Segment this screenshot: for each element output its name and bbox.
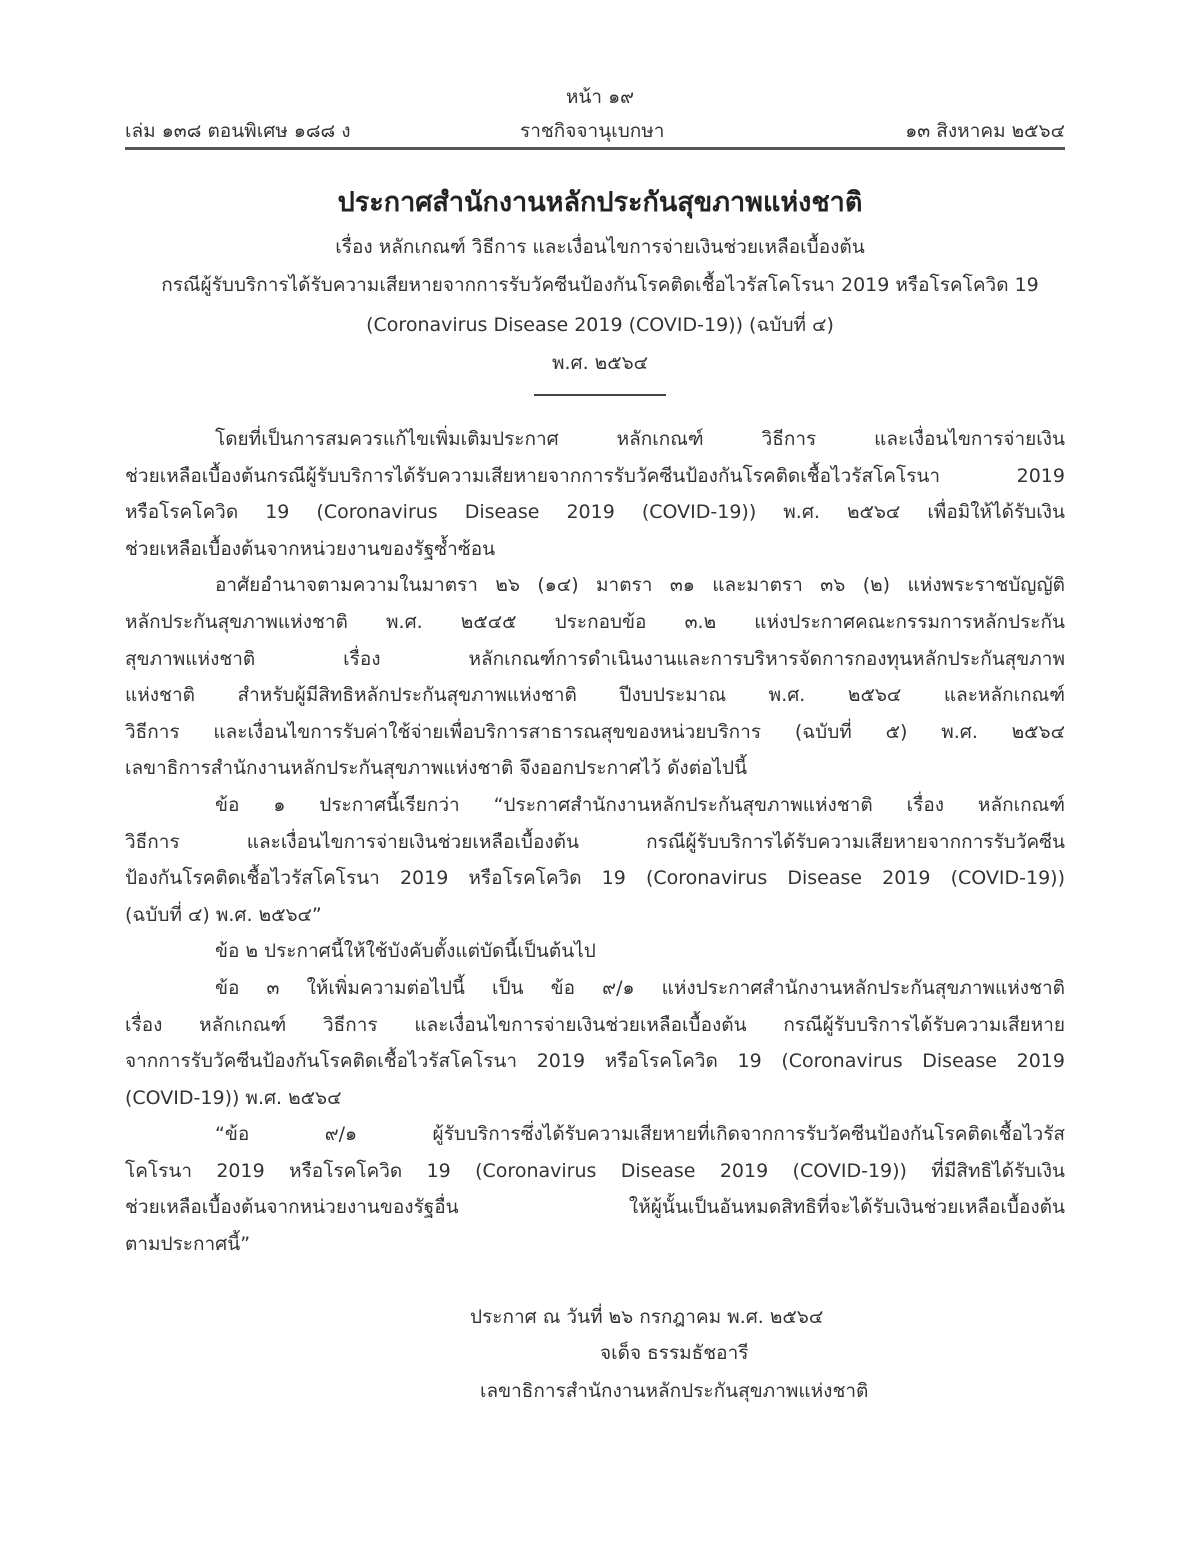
body-line: อาศัยอำนาจตามความในมาตรา ๒๖ (๑๔) มาตรา ๓๑ และมาตรา ๓๖ (๒) แห่งพระราชบัญญัติ xyxy=(215,574,1065,597)
announcement-title: ประกาศสำนักงานหลักประกันสุขภาพแห่งชาติ xyxy=(337,187,863,218)
body-line: วิธีการ และเงื่อนไขการจ่ายเงินช่วยเหลือเบื้องต้น กรณีผู้รับบริการได้รับความเสียหายจากการรับวัคซีน xyxy=(125,830,1065,853)
body-line: สุขภาพแห่งชาติ เรื่อง หลักเกณฑ์การดำเนินงานและการบริหารจัดการกองทุนหลักประกันสุขภาพ xyxy=(125,647,1065,670)
body-line: หรือโรคโควิด 19 (Coronavirus Disease 2019 (COVID-19)) พ.ศ. ๒๕๖๔ เพื่อมิให้ได้รับเงิน xyxy=(125,501,1065,524)
body-line: โดยที่เป็นการสมควรแก้ไขเพิ่มเติมประกาศ หลักเกณฑ์ วิธีการ และเงื่อนไขการจ่ายเงิน xyxy=(215,428,1065,450)
publish-date: ๑๓ สิงหาคม ๒๕๖๔ xyxy=(905,120,1065,142)
body-line: จากการรับวัคซีนป้องกันโรคติดเชื้อไวรัสโคโรนา 2019 หรือโรคโควิด 19 (Coronavirus Disease 2019 xyxy=(125,1050,1065,1073)
signatory-name: จเด็จ ธรรมธัชอารี xyxy=(600,1342,749,1364)
body-line: ป้องกันโรคติดเชื้อไวรัสโคโรนา 2019 หรือโรคโควิด 19 (Coronavirus Disease 2019 (COVID-19)) xyxy=(125,867,1065,890)
subject-line-1: เรื่อง หลักเกณฑ์ วิธีการ และเงื่อนไขการจ่ายเงินช่วยเหลือเบื้องต้น xyxy=(335,236,865,258)
body-line: เลขาธิการสำนักงานหลักประกันสุขภาพแห่งชาติ จึงออกประกาศไว้ ดังต่อไปนี้ xyxy=(125,757,748,780)
body-line: ข้อ ๒ ประกาศนี้ให้ใช้บังคับตั้งแต่บัดนี้เป็นต้นไป xyxy=(215,940,596,963)
body-line: ข้อ ๑ ประกาศนี้เรียกว่า “ประกาศสำนักงานหลักประกันสุขภาพแห่งชาติ เรื่อง หลักเกณฑ์ xyxy=(215,793,1065,816)
title-divider xyxy=(534,394,666,396)
body-line: ช่วยเหลือเบื้องต้นจากหน่วยงานของรัฐซ้ำซ้อน xyxy=(125,537,496,560)
body-line: “ข้อ ๙/๑ ผู้รับบริการซึ่งได้รับความเสียหายที่เกิดจากการรับวัคซีนป้องกันโรคติดเชื้อไวรัส xyxy=(215,1123,1065,1146)
gazette-name: ราชกิจจานุเบกษา xyxy=(520,120,665,142)
body-line: แห่งชาติ สำหรับผู้มีสิทธิหลักประกันสุขภาพแห่งชาติ ปีงบประมาณ พ.ศ. ๒๕๖๔ และหลักเกณฑ์ xyxy=(125,684,1065,707)
volume-info: เล่ม ๑๓๘ ตอนพิเศษ ๑๘๘ ง xyxy=(125,120,351,142)
body-line: หลักประกันสุขภาพแห่งชาติ พ.ศ. ๒๕๔๕ ประกอบข้อ ๓.๒ แห่งประกาศคณะกรรมการหลักประกัน xyxy=(125,610,1065,633)
body-line: ข้อ ๓ ให้เพิ่มความต่อไปนี้ เป็น ข้อ ๙/๑ แห่งประกาศสำนักงานหลักประกันสุขภาพแห่งชาติ xyxy=(215,976,1065,999)
signature-date: ประกาศ ณ วันที่ ๒๖ กรกฎาคม พ.ศ. ๒๕๖๔ xyxy=(470,1306,824,1328)
body-line: ช่วยเหลือเบื้องต้นกรณีผู้รับบริการได้รับความเสียหายจากการรับวัคซีนป้องกันโรคติดเชื้อไวรัสโคโรนา 2019 xyxy=(125,464,1065,487)
body-line: โคโรนา 2019 หรือโรคโควิด 19 (Coronavirus Disease 2019 (COVID-19)) ที่มีสิทธิได้รับเงิน xyxy=(125,1159,1065,1182)
body-line: เรื่อง หลักเกณฑ์ วิธีการ และเงื่อนไขการจ่ายเงินช่วยเหลือเบื้องต้น กรณีผู้รับบริการได้รับความเสียหาย xyxy=(125,1013,1065,1036)
body-line: (ฉบับที่ ๔) พ.ศ. ๒๕๖๔” xyxy=(125,903,322,926)
header-divider xyxy=(125,147,1065,150)
signatory-position: เลขาธิการสำนักงานหลักประกันสุขภาพแห่งชาติ xyxy=(480,1380,869,1402)
body-line: (COVID-19)) พ.ศ. ๒๕๖๔ xyxy=(125,1086,342,1109)
body-line: ช่วยเหลือเบื้องต้นจากหน่วยงานของรัฐอื่น ให้ผู้นั้นเป็นอันหมดสิทธิที่จะได้รับเงินช่วยเหลือเบื้องต้น xyxy=(125,1196,1065,1219)
gazette-header xyxy=(125,116,1065,142)
body-line: วิธีการ และเงื่อนไขการรับค่าใช้จ่ายเพื่อบริการสาธารณสุขของหน่วยบริการ (ฉบับที่ ๕) พ.ศ. ๒๕๖๔ xyxy=(125,720,1065,743)
body-line: ตามประกาศนี้” xyxy=(125,1233,251,1256)
document-body xyxy=(125,424,1065,1266)
page-number: หน้า ๑๙ xyxy=(565,86,635,108)
subject-line-2: กรณีผู้รับบริการได้รับความเสียหายจากการรับวัคซีนป้องกันโรคติดเชื้อไวรัสโคโรนา 2019 หรือโรคโควิด 19 xyxy=(161,274,1039,296)
subject-line-3: (Coronavirus Disease 2019 (COVID-19)) (ฉบับที่ ๔) xyxy=(366,314,834,336)
subject-year: พ.ศ. ๒๕๖๔ xyxy=(551,352,649,374)
